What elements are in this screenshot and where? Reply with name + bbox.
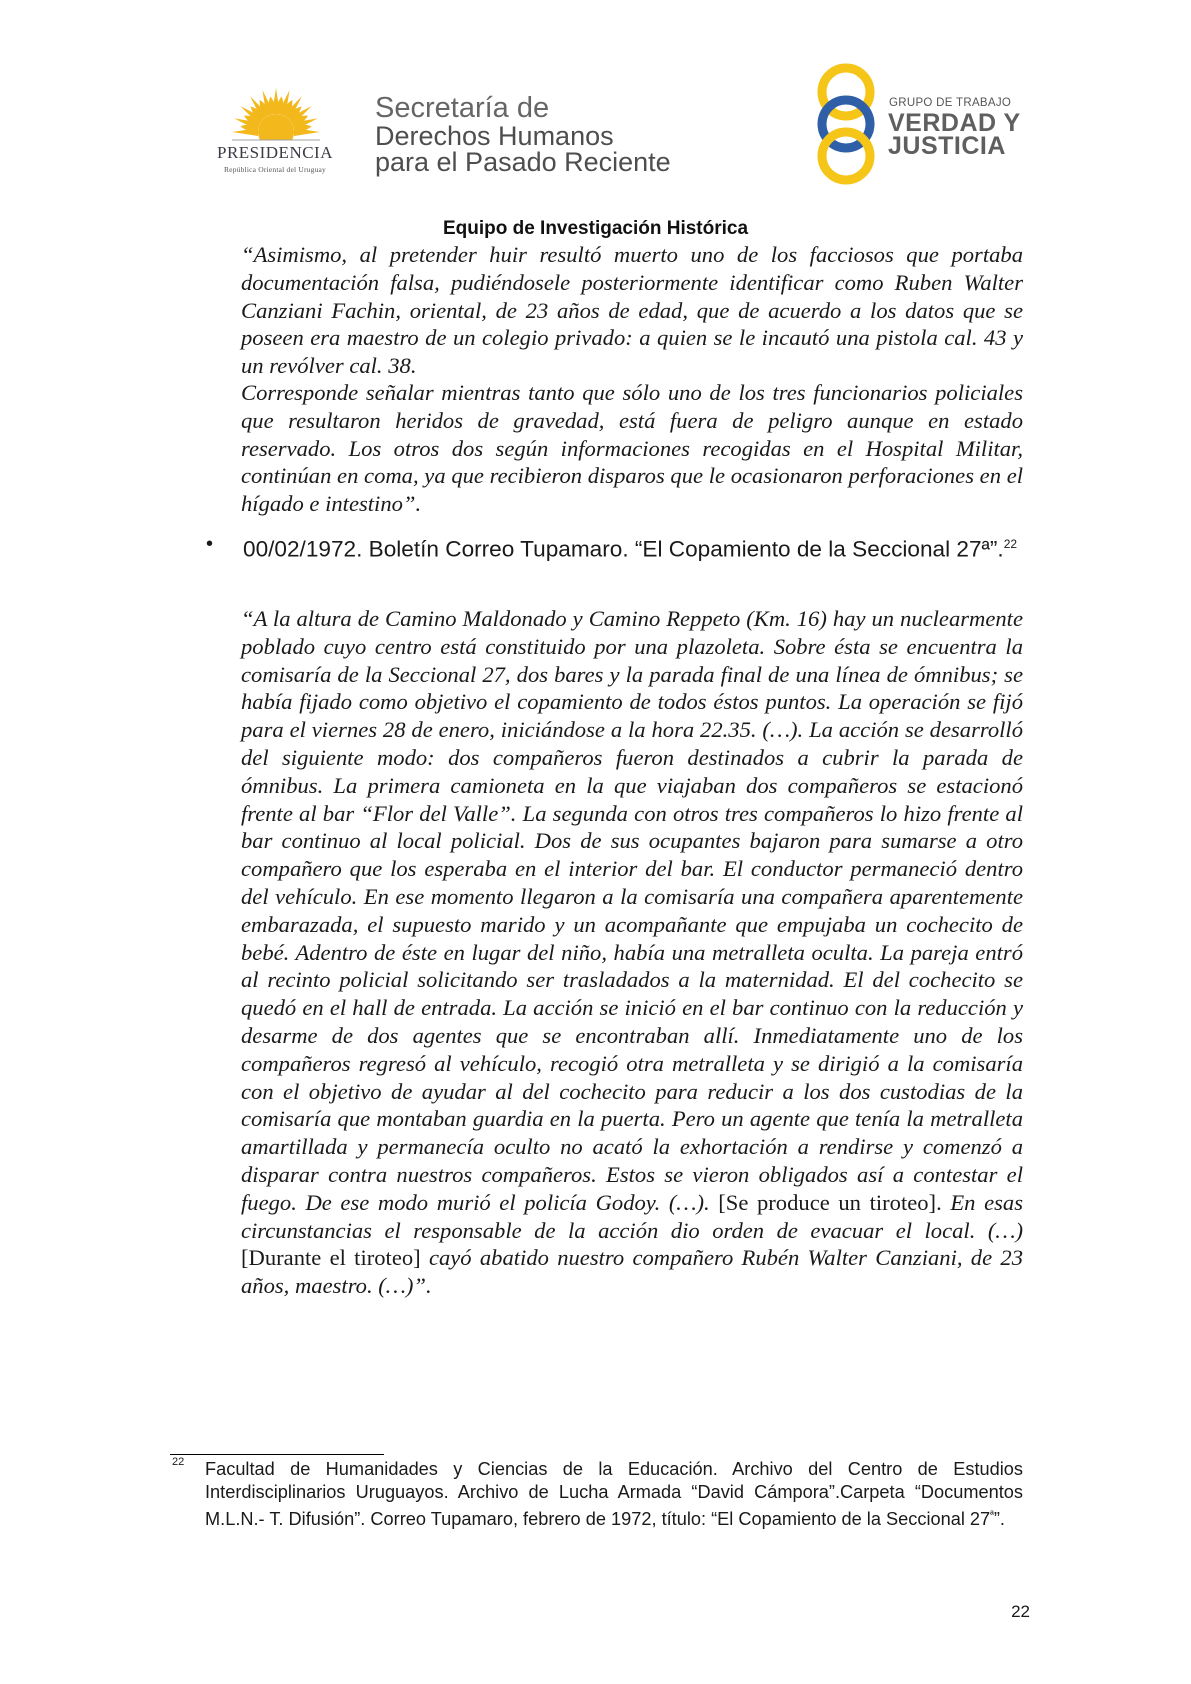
- footnote-separator: [170, 1454, 384, 1455]
- quote3-bracket2: [Durante el tiroteo]: [241, 1245, 429, 1271]
- quote3-part2: En esas circunstancias el responsable de la acción dio orden de evacuar el local. (…): [241, 1189, 1023, 1243]
- grupo-trabajo-label: GRUPO DE TRABAJO: [889, 97, 1012, 109]
- footnote-sup: ª: [990, 1510, 994, 1521]
- justicia-label: JUSTICIA: [888, 132, 1006, 160]
- presidencia-label: PRESIDENCIA: [216, 143, 333, 162]
- entry-heading: [243, 530, 1023, 564]
- footnote-ref[interactable]: 22: [1003, 537, 1018, 551]
- presidencia-subtitle: República Oriental del Uruguay: [223, 165, 326, 174]
- footnote-end: ”.: [993, 1509, 1005, 1530]
- bullet-icon: •: [206, 533, 214, 555]
- quote3-bracket1: [Se produce un tiroteo].: [709, 1189, 951, 1215]
- secretaria-line-1: Secretaría de: [375, 92, 550, 124]
- page-number: 22: [1011, 1602, 1030, 1621]
- footnote-main: Facultad de Humanidades y Ciencias de la Educación. Archivo del Centro de Estudios Interdisciplinarios Uruguayos. Archivo de Lucha Armada “David Cámpora”.Carpeta “Documentos M.L.N.- T. Difusión”. Correo Tupamaro, febrero de 1972, título: “El Copamiento de la Seccional 27: [205, 1459, 1023, 1530]
- secretaria-line-3: para el Pasado Reciente: [375, 147, 671, 177]
- footnote-text: [205, 1458, 1023, 1531]
- quote-paragraph-2: Corresponde señalar mientras tanto que sólo uno de los tres funcionarios policiales que resultaron heridos de gravedad, está fuera de peligro aunque en estado reservado. Los otros dos según informaciones recogidas en el Hospital Militar, continúan en coma, ya que recibieron disparos que le ocasionaron perforaciones en el hígado e intestino”.: [241, 380, 1023, 517]
- quote3-part1: “A la altura de Camino Maldonado y Camino Reppeto (Km. 16) hay un nuclearmente poblado cuyo centro está constituido por una plazoleta. Sobre ésta se encuentra la comisaría de la Seccional 27, dos bares y la parada final de una línea de ómnibus; se había fijado como objetivo el copamiento de todos éstos puntos. La operación se fijó para el viernes 28 de enero, iniciándose a la hora 22.35. (…). La acción se desarrolló del siguiente modo: dos compañeros fueron destinados a cubrir la parada de ómnibus. La primera camioneta en la que viajaban dos compañeros se estacionó frente al bar “Flor del Valle”. La segunda con otros tres compañeros lo hizo frente al bar continuo al local policial. Dos de sus ocupantes bajaron para sumarse a otro compañero que los esperaba en el interior del bar. El conductor permaneció dentro del vehículo. En ese momento llegaron a la comisaría una compañera aparentemente embarazada, el supuesto marido y un acompañante que empujaba un cochecito de bebé. Adentro de éste en lugar del niño, había una metralleta oculta. La pareja entró al recinto policial solicitando ser trasladados a la maternidad. El del cochecito se quedó en el hall de entrada. La acción se inició en el bar continuo con la reducción y desarme de dos agentes que se encontraban allí. Inmediatamente uno de los compañeros regresó al vehículo, recogió otra metralleta y se dirigió a la comisaría con el objetivo de ayudar al del cochecito para reducir a los dos custodias de la comisaría que montaban guardia en la puerta. Pero un agente que tenía la metralleta amartillada y permanecía oculto no acató la exhortación a rendirse y comenzó a disparar contra nuestros compañeros. Estos se vieron obligados así a contestar el fuego. De ese modo murió el policía Godoy. (…).: [241, 606, 1023, 1215]
- quote-paragraph-1: “Asimismo, al pretender huir resultó muerto uno de los facciosos que portaba documentación falsa, pudiéndosele posteriormente identificar como Ruben Walter Canziani Fachin, oriental, de 23 años de edad, que de acuerdo a los datos que se poseen era maestro de un colegio privado: a quien se le incautó una pistola cal. 43 y un revólver cal. 38.: [241, 242, 1023, 379]
- footnote-number: 22: [172, 1456, 185, 1468]
- verdad-label: VERDAD Y: [888, 109, 1021, 137]
- quote3-part3: cayó abatido nuestro compañero Rubén Walter Canziani, de 23 años, maestro. (…)”.: [241, 1245, 1023, 1299]
- quote-paragraph-3: [241, 605, 1023, 1300]
- team-title: Equipo de Investigación Histórica: [442, 218, 749, 239]
- entry-text: 00/02/1972. Boletín Correo Tupamaro. “El Copamiento de la Seccional 27ª”.: [243, 536, 1004, 562]
- secretaria-line-2: Derechos Humanos: [375, 121, 614, 151]
